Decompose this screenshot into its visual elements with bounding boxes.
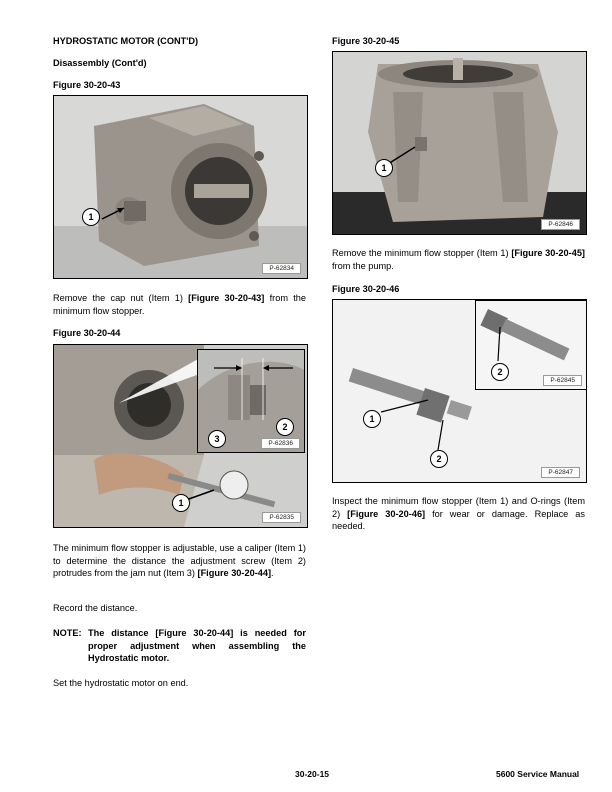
photo-id: P-62835: [262, 512, 301, 523]
figure-reference: [Figure 30-20-43]: [188, 293, 265, 303]
note-text: The distance [Figure 30-20-44] is needed for proper adjustment when assembling the Hydrostatic motor.: [88, 628, 306, 664]
section-heading: HYDROSTATIC MOTOR (CONT'D): [53, 36, 199, 46]
note-block: [53, 627, 306, 665]
figure-46-photo: [332, 299, 587, 483]
photo-id: P-62834: [262, 263, 301, 274]
figure-reference: [Figure 30-20-45]: [511, 248, 585, 258]
figure-44-photo: [53, 344, 308, 528]
figure-43-photo: [53, 95, 308, 279]
callout-2: 2: [430, 450, 448, 468]
subheading: Disassembly (Cont'd): [53, 58, 147, 68]
figure-label-46: Figure 30-20-46: [332, 284, 400, 294]
figure-reference: [Figure 30-20-44]: [197, 568, 272, 579]
paragraph-record-distance: Record the distance.: [53, 603, 138, 613]
paragraph-set-motor: Set the hydrostatic motor on end.: [53, 678, 189, 688]
page-number: 30-20-15: [295, 769, 330, 779]
figure-44-inset: [197, 349, 305, 453]
figure-45-photo: [332, 51, 587, 235]
callout-2: 2: [491, 363, 509, 381]
photo-id: P-62847: [541, 467, 580, 478]
inset-photo-id: P-62836: [261, 438, 300, 449]
figure-label-43: Figure 30-20-43: [53, 80, 121, 90]
inset-photo-id: P-62845: [543, 375, 582, 386]
photo-id: P-62846: [541, 219, 580, 230]
callout-1: 1: [363, 410, 381, 428]
paragraph-remove-stopper: Remove the minimum flow stopper (Item 1) [Figure 30-20-45] from the pump.: [332, 248, 585, 271]
paragraph-remove-cap-nut: Remove the cap nut (Item 1) [Figure 30-20-43] from the minimum flow stopper.: [53, 293, 306, 316]
figure-46-inset: [475, 300, 587, 390]
callout-3: 3: [208, 430, 226, 448]
manual-title: 5600 Service Manual: [496, 769, 580, 779]
callout-1: 1: [172, 494, 190, 512]
callout-2: 2: [276, 418, 294, 436]
figure-reference: [Figure 30-20-46]: [347, 508, 426, 519]
callout-1: 1: [82, 208, 100, 226]
figure-label-45: Figure 30-20-45: [332, 36, 400, 46]
note-label: NOTE:: [53, 628, 82, 638]
callout-1: 1: [375, 159, 393, 177]
figure-label-44: Figure 30-20-44: [53, 328, 121, 338]
paragraph-caliper: The minimum flow stopper is adjustable, use a caliper (Item 1) to determine the distance the adjustment screw (Item 2) protrudes from the jam nut (Item 3) [Figure 30-20-44].: [53, 543, 306, 579]
paragraph-inspect: Inspect the minimum flow stopper (Item 1) and O-rings (Item 2) [Figure 30-20-46] for wear or damage. Replace as needed.: [332, 496, 585, 532]
